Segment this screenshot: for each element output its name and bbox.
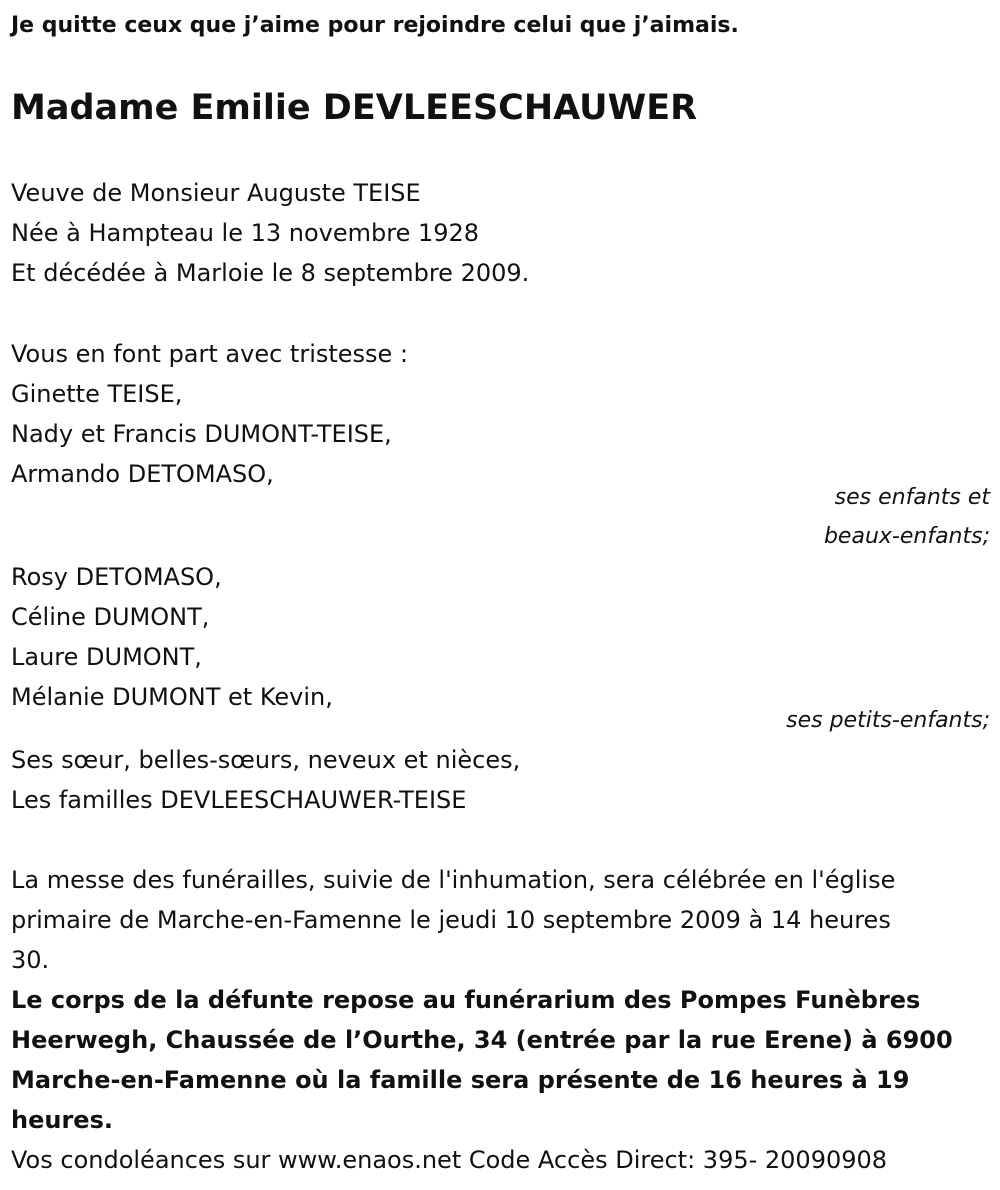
child-name: Armando DETOMASO, [11,460,274,488]
bio-line: Née à Hampteau le 13 novembre 1928 [11,219,480,247]
grandchildren-relation: ses petits-enfants; [786,708,990,733]
children-relation: beaux-enfants; [823,524,990,549]
viewing-info: Le corps de la défunte repose au funérarium des Pompes Funèbres [11,986,921,1014]
epigraph: Je quitte ceux que j’aime pour rejoindre celui que j’aimais. [11,13,739,38]
grandchild-name: Mélanie DUMONT et Kevin, [11,683,333,711]
viewing-info: Marche-en-Famenne où la famille sera présente de 16 heures à 19 [11,1066,910,1094]
other-relatives: Ses sœur, belles-sœurs, neveux et nièces, [11,746,521,774]
child-name: Ginette TEISE, [11,380,183,408]
viewing-info: Heerwegh, Chaussée de l’Ourthe, 34 (entrée par la rue Erene) à 6900 [11,1026,953,1054]
bio-line: Et décédée à Marloie le 8 septembre 2009. [11,259,530,287]
bio-line: Veuve de Monsieur Auguste TEISE [11,179,421,207]
other-relatives: Les familles DEVLEESCHAUWER-TEISE [11,786,467,814]
mass-info: La messe des funérailles, suivie de l'inhumation, sera célébrée en l'église [11,866,896,894]
mass-info: primaire de Marche-en-Famenne le jeudi 10 septembre 2009 à 14 heures [11,906,891,934]
grandchild-name: Rosy DETOMASO, [11,563,222,591]
deceased-name: Madame Emilie DEVLEESCHAUWER [11,88,698,128]
grandchild-name: Laure DUMONT, [11,643,202,671]
mass-info: 30. [11,946,50,974]
announce-intro: Vous en font part avec tristesse : [11,340,409,368]
children-relation: ses enfants et [834,485,990,510]
grandchild-name: Céline DUMONT, [11,603,210,631]
child-name: Nady et Francis DUMONT-TEISE, [11,420,392,448]
viewing-info: heures. [11,1106,113,1134]
condolences: Vos condoléances sur www.enaos.net Code Accès Direct: 395- 20090908 [11,1146,888,1174]
